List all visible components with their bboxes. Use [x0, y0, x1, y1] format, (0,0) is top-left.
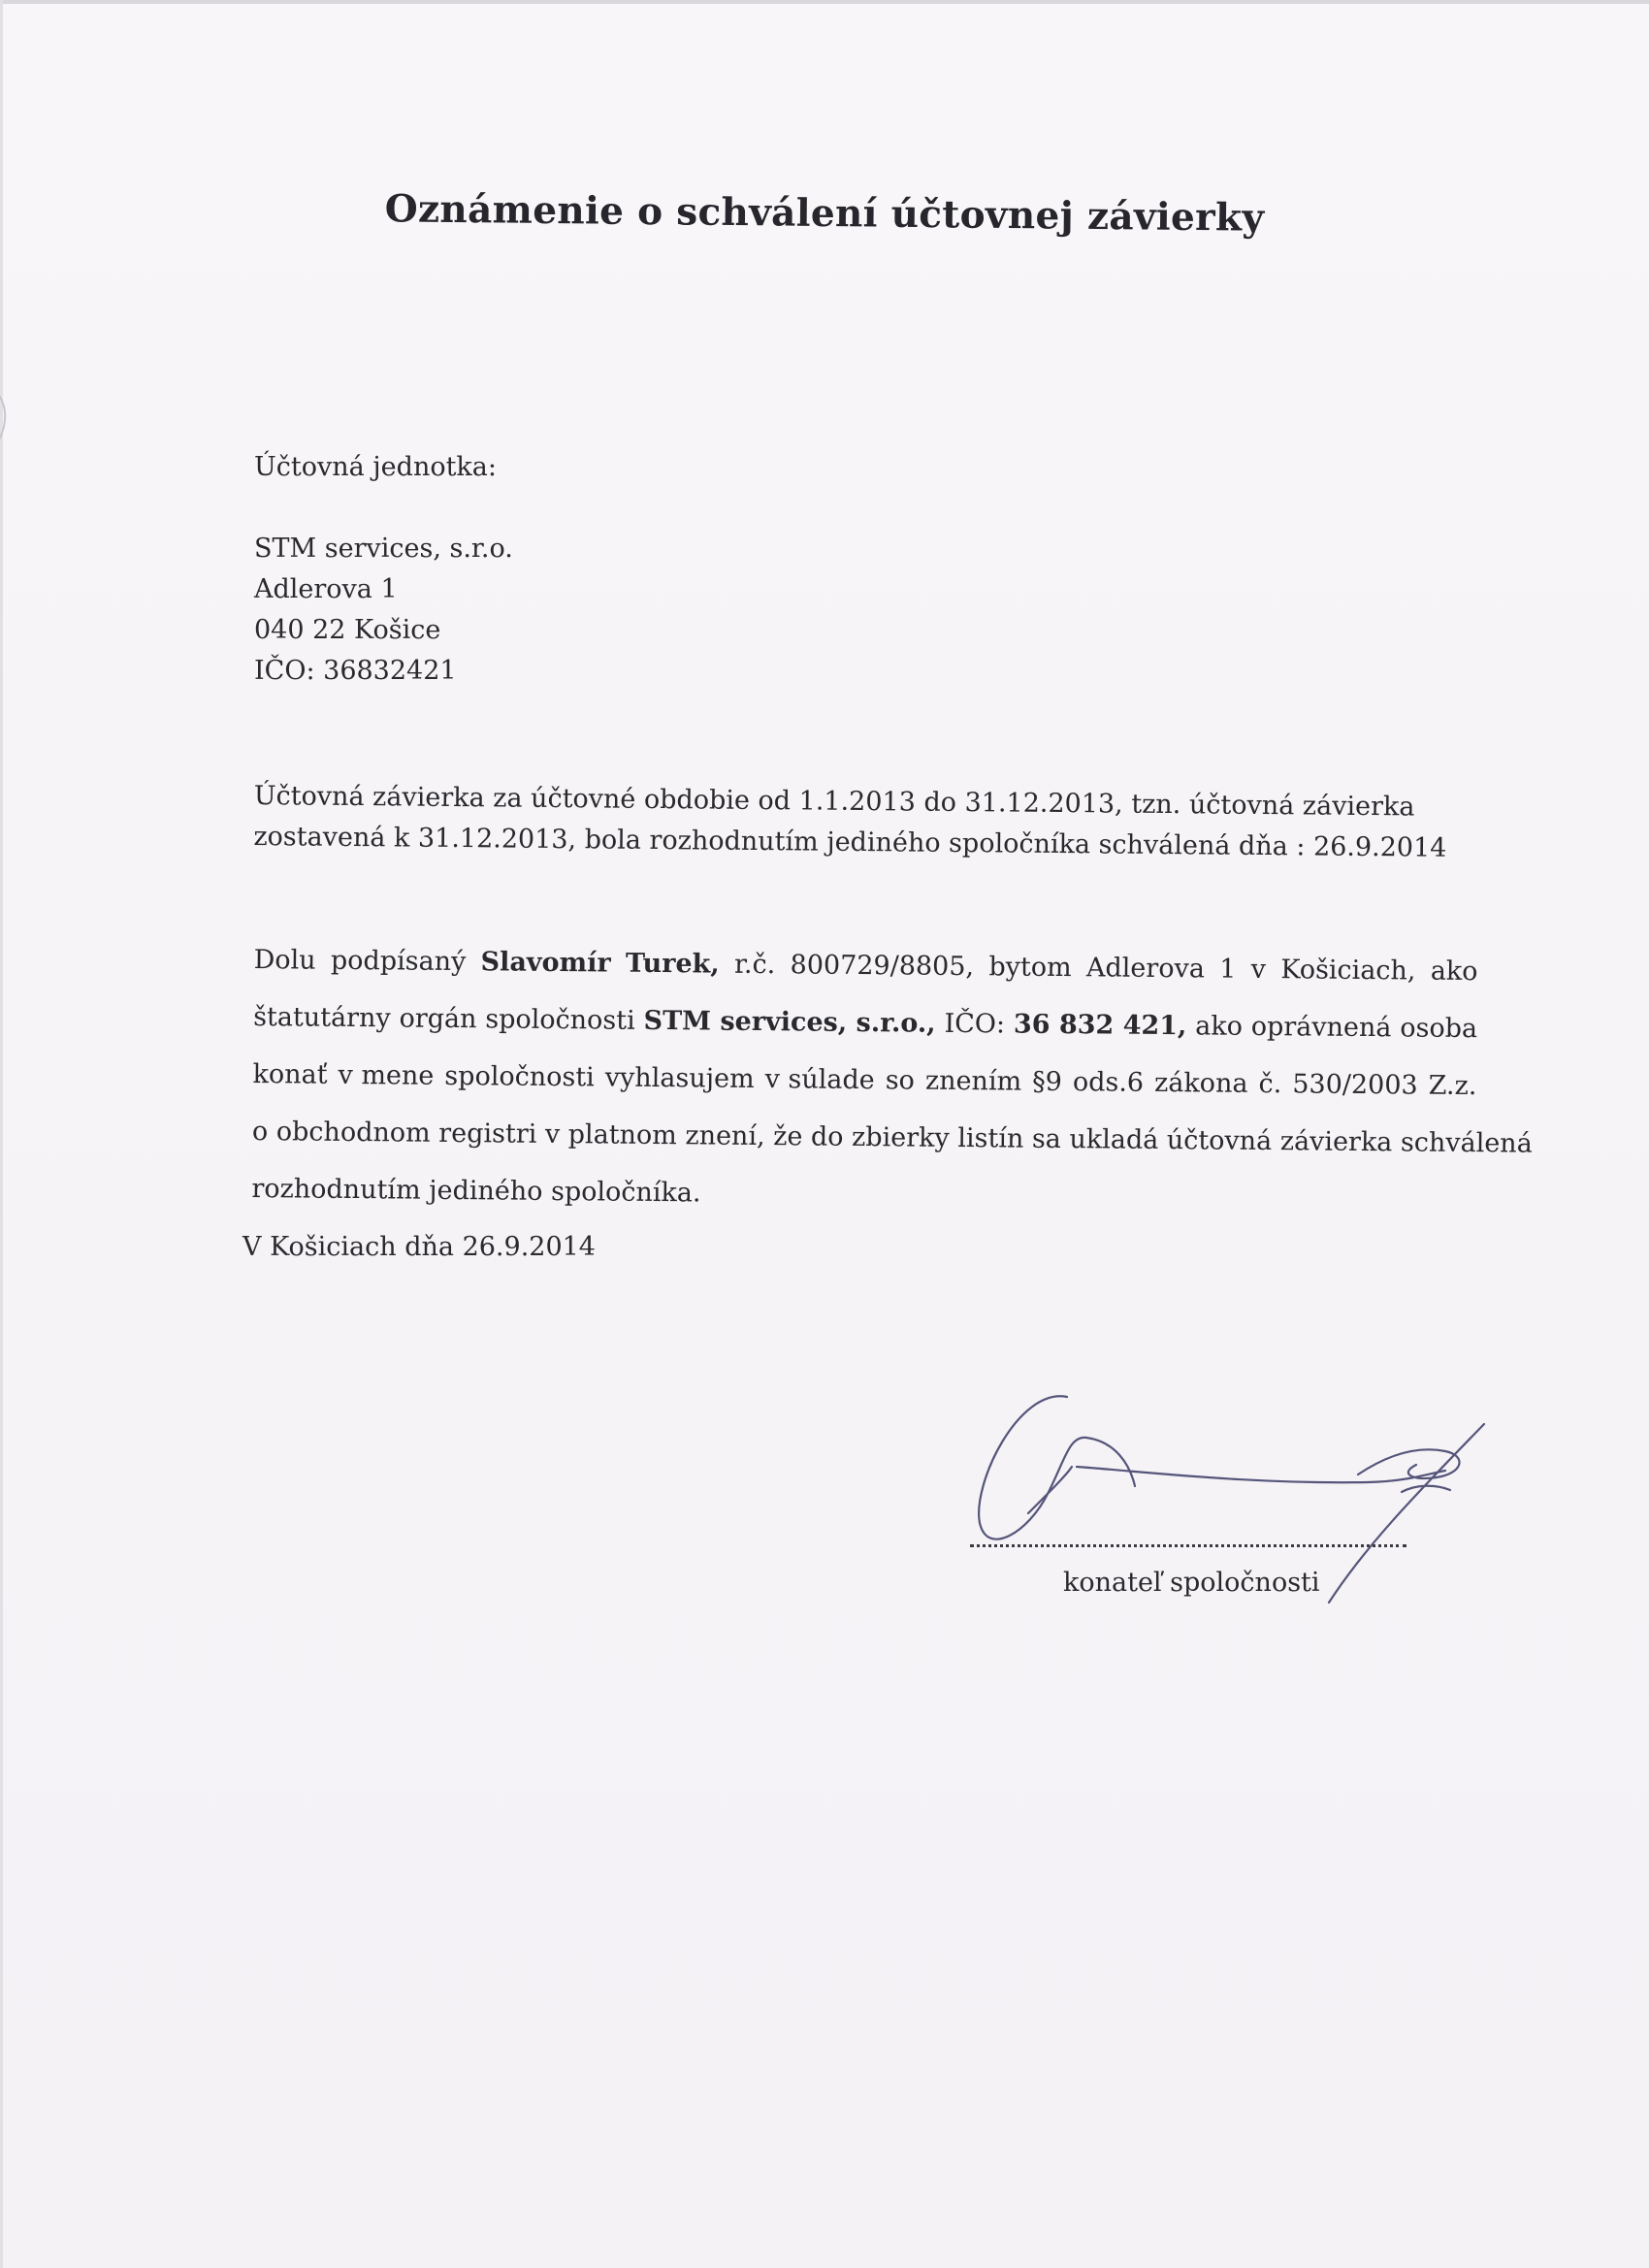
word: Dolu: [253, 944, 316, 976]
declaration-line-4: o obchodnom registri v platnom znení, že do zbierky listín sa ukladá účtovná závierka schválená: [251, 1116, 1533, 1159]
signature-caption: konateľ spoločnosti: [1063, 1568, 1320, 1598]
birth-number: 800729/8805,: [790, 950, 975, 983]
word: Z.z.: [1428, 1070, 1477, 1102]
accounting-unit-label: Účtovná jednotka:: [254, 452, 497, 482]
company-ico-bold: 36 832 421,: [1013, 1009, 1187, 1042]
company-address-block: [254, 529, 513, 692]
approval-line-2: zostavená k 31.12.2013, bola rozhodnutím jediného spoločníka schválená dňa : 26.9.2014: [253, 821, 1447, 863]
document-title: Oznámenie o schválení účtovnej závierky: [384, 186, 1265, 241]
word: zákona: [1153, 1067, 1248, 1099]
paper-fold-mark: [0, 364, 48, 470]
approval-line-1: Účtovná závierka za účtovné obdobie od 1.1.2013 do 31.12.2013, tzn. účtovná závierka: [253, 780, 1415, 823]
word: č.: [1258, 1068, 1282, 1100]
word: vyhlasujem: [604, 1062, 755, 1094]
word: ako: [1430, 956, 1478, 988]
word: v súlade: [764, 1064, 875, 1096]
company-name-bold: STM services, s.r.o.,: [643, 1005, 936, 1039]
company-name: STM services, s.r.o.: [254, 534, 513, 564]
word: konať: [252, 1058, 328, 1090]
word: orgán: [399, 1003, 477, 1035]
word: 1: [1219, 954, 1237, 985]
word: podpísaný: [330, 945, 467, 978]
company-street: Adlerova 1: [254, 574, 398, 604]
declaration-line-5: rozhodnutím jediného spoločníka.: [251, 1173, 701, 1209]
word: r.č.: [733, 949, 776, 981]
word: štatutárny: [253, 1001, 391, 1034]
place-and-date: V Košiciach dňa 26.9.2014: [242, 1232, 596, 1262]
word: spoločnosti: [485, 1004, 635, 1036]
word: 530/2003: [1292, 1069, 1418, 1101]
word: bytom: [988, 952, 1072, 984]
company-ico: IČO: 36832421: [254, 656, 457, 686]
word: znením: [924, 1065, 1022, 1097]
signer-first-name: Slavomír: [480, 947, 611, 979]
word: IČO:: [944, 1008, 1006, 1040]
declaration-paragraph: [251, 931, 1533, 1229]
word: oprávnená: [1250, 1011, 1392, 1044]
word: osoba: [1400, 1013, 1478, 1045]
scan-left-edge: [0, 0, 3, 2268]
word: so: [885, 1065, 916, 1096]
word: ods.6: [1072, 1067, 1145, 1098]
word: §9: [1032, 1066, 1063, 1098]
word: v: [1250, 954, 1267, 986]
declaration-line-2: [253, 988, 1478, 1057]
company-city: 040 22 Košice: [254, 615, 441, 645]
word: v mene: [338, 1059, 435, 1091]
signer-surname: Turek,: [625, 948, 720, 980]
word: Košiciach,: [1280, 955, 1416, 987]
approval-paragraph: [253, 776, 1447, 869]
word: spoločnosti: [444, 1060, 595, 1093]
scan-top-edge: [0, 0, 1649, 4]
signature-line: [970, 1544, 1406, 1547]
word: Adlerova: [1085, 953, 1206, 985]
word: ako: [1195, 1011, 1244, 1042]
